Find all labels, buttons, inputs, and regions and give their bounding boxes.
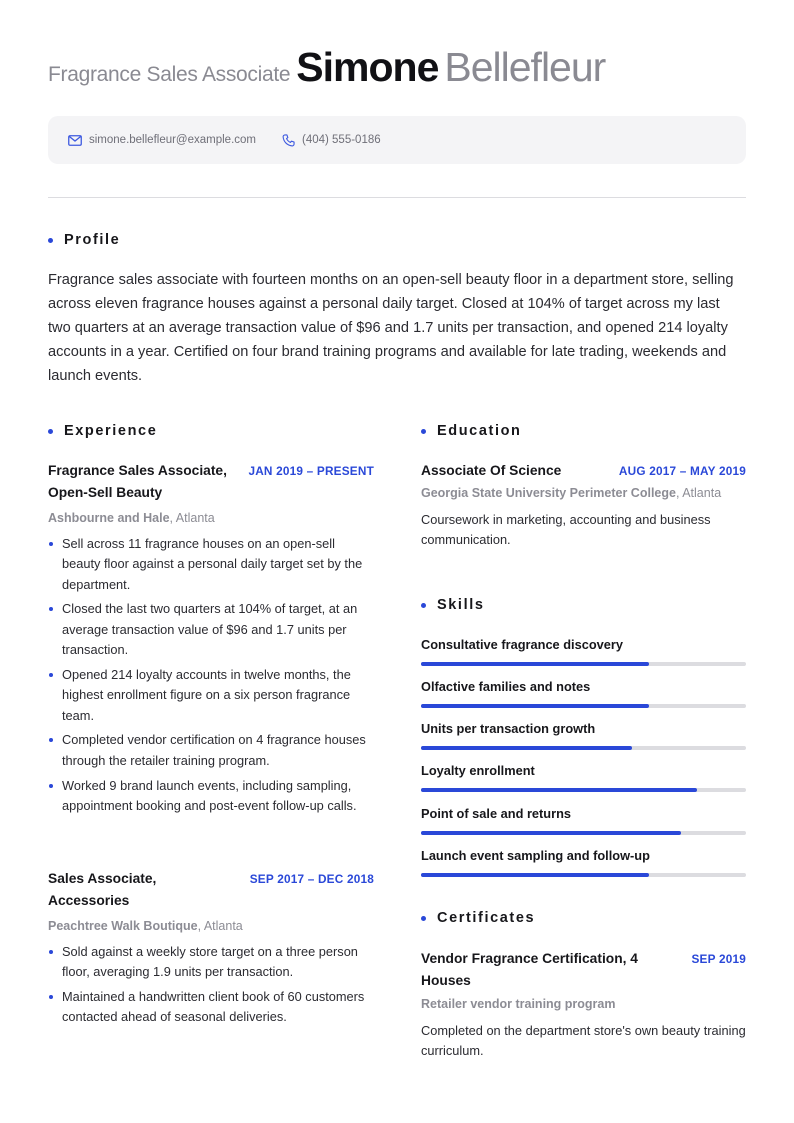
employer-name: Peachtree Walk Boutique xyxy=(48,919,198,933)
school-location: , Atlanta xyxy=(675,486,722,500)
skill-item xyxy=(421,763,746,792)
skills-heading xyxy=(421,597,485,613)
contact-phone[interactable] xyxy=(282,134,381,147)
skill-item xyxy=(421,806,746,835)
profile-heading xyxy=(48,232,120,248)
education-description: Coursework in marketing, accounting and business communication. xyxy=(421,512,711,548)
skill-item xyxy=(421,637,746,666)
certificates-heading xyxy=(421,910,535,926)
job-bullets xyxy=(48,534,374,816)
skill-track xyxy=(421,704,746,708)
bullet-dot xyxy=(421,603,426,608)
job-employer xyxy=(48,509,374,527)
education-date: AUG 2017 – MAY 2019 xyxy=(618,464,746,478)
job-bullets xyxy=(48,942,374,1028)
bullet-dot xyxy=(421,429,426,434)
job-role-title: Fragrance Sales Associate xyxy=(48,63,291,86)
skill-level-bar xyxy=(421,788,697,792)
skill-level-bar xyxy=(421,746,632,750)
job-date: SEP 2017 – DEC 2018 xyxy=(249,872,374,886)
list-item: Sold against a weekly store target on a three person floor, averaging 1.9 units per transaction. xyxy=(48,942,374,983)
certificate-entry xyxy=(421,948,746,1062)
skill-track xyxy=(421,831,746,835)
skill-name: Point of sale and returns xyxy=(421,806,572,821)
school-name: Georgia State University Perimeter College xyxy=(421,486,676,500)
certificate-description: Completed on the department store's own beauty training curriculum. xyxy=(421,1023,746,1059)
job-title: Fragrance Sales Associate, Open-Sell Beauty xyxy=(48,463,227,500)
skill-item xyxy=(421,848,746,877)
phone-text: (404) 555-0186 xyxy=(302,134,381,146)
resume-header xyxy=(48,44,748,102)
list-item: Maintained a handwritten client book of 60 customers contacted ahead of seasonal deliveries. xyxy=(48,987,374,1028)
certificate-date: SEP 2019 xyxy=(691,952,746,966)
contact-bar xyxy=(48,116,746,164)
skill-level-bar xyxy=(421,831,681,835)
skill-track xyxy=(421,746,746,750)
list-item: Sell across 11 fragrance houses on an open-sell beauty floor against a personal daily target set by the department. xyxy=(48,534,374,595)
list-item: Completed vendor certification on 4 fragrance houses through the retailer training program. xyxy=(48,730,374,771)
experience-entry xyxy=(48,868,374,1032)
list-item: Closed the last two quarters at 104% of target, at an average transaction value of $96 and 1.7 units per transaction. xyxy=(48,599,374,660)
education-school xyxy=(421,484,746,502)
list-item: Worked 9 brand launch events, including sampling, appointment booking and post-event follow-up calls. xyxy=(48,776,374,817)
skill-track xyxy=(421,788,746,792)
degree-title: Associate Of Science xyxy=(421,463,562,478)
skill-name: Loyalty enrollment xyxy=(421,763,535,778)
header-divider xyxy=(48,197,746,198)
skill-level-bar xyxy=(421,873,649,877)
profile-heading-text: Profile xyxy=(64,232,121,248)
skill-name: Olfactive families and notes xyxy=(421,679,591,694)
bullet-dot xyxy=(48,238,53,243)
employer-location: , Atlanta xyxy=(197,919,243,933)
skill-level-bar xyxy=(421,662,649,666)
education-entry xyxy=(421,460,746,551)
skills-heading-text: Skills xyxy=(437,597,485,613)
email-text: simone.bellefleur@example.com xyxy=(89,134,256,146)
job-date: JAN 2019 – PRESENT xyxy=(248,464,374,478)
employer-name: Ashbourne and Hale xyxy=(48,511,170,525)
certificates-heading-text: Certificates xyxy=(437,910,536,926)
skill-name: Units per transaction growth xyxy=(421,721,596,736)
last-name: Bellefleur xyxy=(444,44,606,90)
skill-level-bar xyxy=(421,704,649,708)
bullet-dot xyxy=(48,429,53,434)
skill-item xyxy=(421,721,746,750)
job-employer xyxy=(48,917,374,935)
experience-heading-text: Experience xyxy=(64,423,158,439)
education-heading-text: Education xyxy=(437,423,522,439)
certificate-title: Vendor Fragrance Certification, 4 Houses xyxy=(421,951,638,988)
envelope-icon xyxy=(68,135,82,146)
phone-icon xyxy=(282,134,295,147)
list-item: Opened 214 loyalty accounts in twelve months, the highest enrollment figure on a six person fragrance team. xyxy=(48,665,374,726)
skill-name: Consultative fragrance discovery xyxy=(421,637,623,652)
contact-email[interactable] xyxy=(68,134,256,146)
certificate-issuer: Retailer vendor training program xyxy=(421,997,616,1011)
skill-name: Launch event sampling and follow-up xyxy=(421,848,650,863)
profile-summary: Fragrance sales associate with fourteen months on an open-sell beauty floor in a department store, selling across eleven fragrance houses against a personal daily target. Closed at 104% of target across my last two quarters at an average transaction value of $96 and 1.7 units per transaction, and opened 214 loyalty accounts in a year. Certified on four brand training programs and available for late trading, weekends and launch events. xyxy=(48,272,734,384)
bullet-dot xyxy=(421,916,426,921)
first-name: Simone xyxy=(296,44,439,90)
skill-track xyxy=(421,873,746,877)
skill-item xyxy=(421,679,746,708)
employer-location: , Atlanta xyxy=(169,511,215,525)
experience-heading xyxy=(48,423,157,439)
skill-track xyxy=(421,662,746,666)
education-heading xyxy=(421,423,522,439)
job-title: Sales Associate, Accessories xyxy=(48,871,157,908)
experience-entry xyxy=(48,460,374,821)
